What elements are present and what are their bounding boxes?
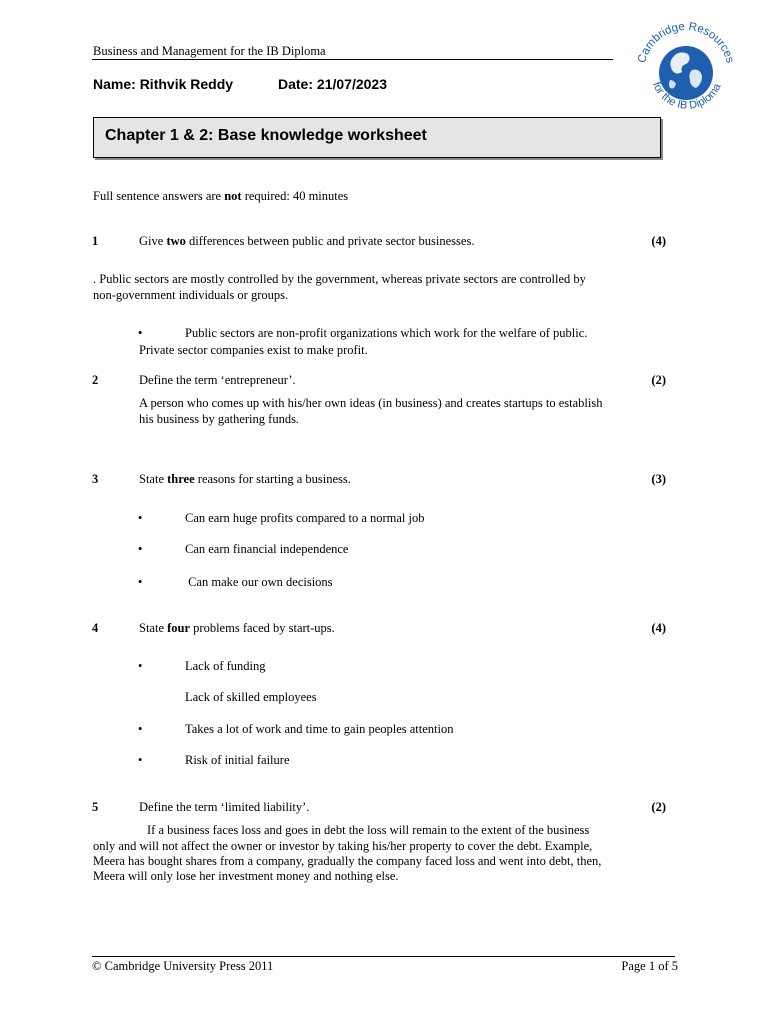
q4-text-bold: four xyxy=(167,621,191,635)
bullet-icon: • xyxy=(138,659,143,673)
q3-text-bold: three xyxy=(167,472,195,486)
name-label: Name: xyxy=(93,76,136,92)
bullet-icon: • xyxy=(138,575,143,589)
bullet-icon: • xyxy=(138,722,143,736)
q1-answer-line-2: non-government individuals or groups. xyxy=(93,288,289,302)
question-4-number: 4 xyxy=(92,621,99,635)
logo-text-top: Cambridge Resources xyxy=(636,20,736,65)
q2-answer-line-2: his business by gathering funds. xyxy=(139,412,300,426)
question-5-number: 5 xyxy=(92,800,99,814)
q3-answer-2: Can earn financial independence xyxy=(185,542,349,556)
worksheet-title: Chapter 1 & 2: Base knowledge worksheet xyxy=(105,127,427,144)
bullet-icon: • xyxy=(138,511,143,525)
name-line xyxy=(93,76,233,92)
q3-answer-3: Can make our own decisions xyxy=(185,575,333,589)
question-5-marks: (2) xyxy=(651,800,666,814)
name-value: Rithvik Reddy xyxy=(139,76,234,92)
q1-text-before: Give xyxy=(139,234,167,248)
q3-text-before: State xyxy=(139,472,168,486)
question-2-number: 2 xyxy=(92,373,99,387)
q4-answer-3: Takes a lot of work and time to gain peoples attention xyxy=(185,722,454,736)
question-4-marks: (4) xyxy=(651,621,666,635)
date-value: 21/07/2023 xyxy=(316,76,387,92)
cambridge-resources-logo xyxy=(630,18,740,118)
q3-answer-1: Can earn huge profits compared to a normal job xyxy=(185,511,425,525)
worksheet-title-box xyxy=(93,117,661,158)
footer-copyright: © Cambridge University Press 2011 xyxy=(92,959,274,973)
q3-text-after: reasons for starting a business. xyxy=(194,472,351,486)
q1-text-after: differences between public and private sector businesses. xyxy=(185,234,475,248)
question-1-text xyxy=(139,233,474,249)
date-label: Date: xyxy=(278,76,314,92)
question-3-number: 3 xyxy=(92,472,99,486)
q1-text-bold: two xyxy=(166,234,186,248)
bullet-icon: • xyxy=(138,326,143,340)
q4-answer-2: Lack of skilled employees xyxy=(185,690,317,704)
q1-answer-line-1: . Public sectors are mostly controlled by the government, whereas private sectors are controlled by xyxy=(93,272,586,286)
question-2-marks: (2) xyxy=(651,373,666,387)
q5-answer-line-3: Meera has bought shares from a company, gradually the company faced loss and went into debt, then, xyxy=(93,854,602,868)
q5-answer-line-1: If a business faces loss and goes in debt the loss will remain to the extent of the business xyxy=(147,823,590,837)
q4-text-before: State xyxy=(139,621,168,635)
bullet-icon: • xyxy=(138,753,143,767)
footer-divider xyxy=(92,956,675,957)
question-3-marks: (3) xyxy=(651,472,666,486)
course-header: Business and Management for the IB Diploma xyxy=(93,44,326,58)
logo-text-bottom: for the IB Diploma xyxy=(650,80,724,112)
bullet-icon: • xyxy=(138,542,143,556)
q1-answer-line-4: Private sector companies exist to make profit. xyxy=(139,343,368,357)
footer-page-number: Page 1 of 5 xyxy=(621,959,678,973)
instructions-after: required: 40 minutes xyxy=(241,189,349,203)
instructions xyxy=(93,188,348,204)
q1-answer-line-3: Public sectors are non-profit organizations which work for the welfare of public. xyxy=(185,326,588,340)
question-4-text xyxy=(139,620,335,636)
question-3-text xyxy=(139,471,351,487)
q4-answer-1: Lack of funding xyxy=(185,659,266,673)
date-line xyxy=(278,76,387,92)
q2-answer-line-1: A person who comes up with his/her own ideas (in business) and creates startups to establish xyxy=(139,396,603,410)
instructions-before: Full sentence answers are xyxy=(93,189,225,203)
q4-text-after: problems faced by start-ups. xyxy=(190,621,335,635)
question-1-number: 1 xyxy=(92,234,99,248)
instructions-bold: not xyxy=(224,189,242,203)
question-1-marks: (4) xyxy=(651,234,666,248)
question-5-text: Define the term ‘limited liability’. xyxy=(139,800,310,814)
header-divider xyxy=(92,59,613,60)
q5-answer-line-4: Meera will only lose her investment money and nothing else. xyxy=(93,869,399,883)
q5-answer-line-2: only and will not affect the owner or investor by taking his/her property to cover the debt. Example, xyxy=(93,839,593,853)
q4-answer-4: Risk of initial failure xyxy=(185,753,290,767)
question-2-text: Define the term ‘entrepreneur’. xyxy=(139,373,296,387)
